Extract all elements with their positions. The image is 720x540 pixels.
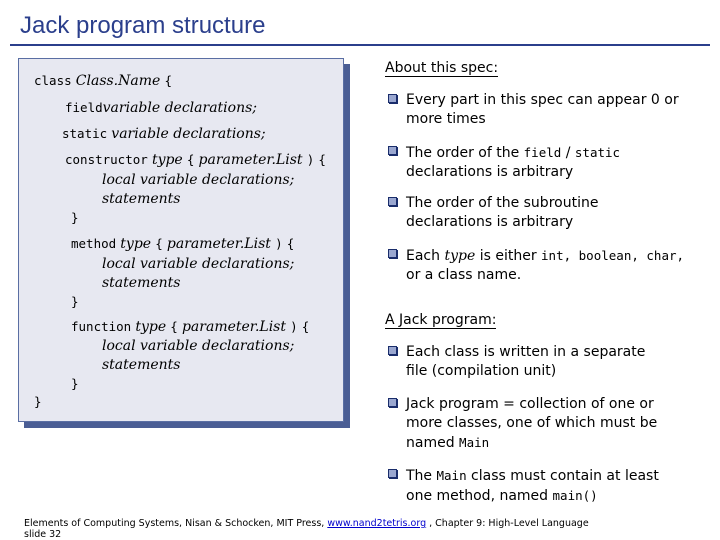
bullet-square-icon xyxy=(388,94,397,103)
bullet-square-icon xyxy=(388,469,397,478)
constructor-statements: statements xyxy=(102,191,181,207)
slide-number: slide 32 xyxy=(24,529,62,540)
footer xyxy=(24,518,589,540)
method-line: method type { parameter.List ) { xyxy=(71,236,295,252)
constructor-line: constructor type { parameter.List ) { xyxy=(65,152,326,168)
footer-credit: Elements of Computing Systems, Nisan & Schocken, MIT Press, xyxy=(24,518,328,529)
title-divider xyxy=(10,44,710,46)
slide-title: Jack program structure xyxy=(20,12,266,39)
constructor-close: } xyxy=(71,210,79,225)
static-line: static variable declarations; xyxy=(62,126,266,142)
function-statements: statements xyxy=(102,357,181,373)
about-heading: About this spec: xyxy=(385,60,499,76)
constructor-locals: local variable declarations; xyxy=(102,172,295,188)
class-line: class Class.Name { xyxy=(34,73,172,89)
function-line: function type { parameter.List ) { xyxy=(71,319,310,335)
function-close: } xyxy=(71,376,79,391)
code-box xyxy=(18,58,344,422)
method-close: } xyxy=(71,294,79,309)
bullet-square-icon xyxy=(388,346,397,355)
field-line: fieldvariable declarations; xyxy=(65,100,257,116)
footer-link[interactable]: www.nand2tetris.org xyxy=(327,518,427,529)
function-locals: local variable declarations; xyxy=(102,338,295,354)
program-heading: A Jack program: xyxy=(385,312,497,328)
bullet-square-icon xyxy=(388,249,397,258)
footer-chapter: , Chapter 9: High-Level Language xyxy=(426,518,589,529)
class-close: } xyxy=(34,394,42,409)
bullet-square-icon xyxy=(388,197,397,206)
bullet-square-icon xyxy=(388,146,397,155)
method-statements: statements xyxy=(102,275,181,291)
bullet-square-icon xyxy=(388,398,397,407)
method-locals: local variable declarations; xyxy=(102,256,295,272)
